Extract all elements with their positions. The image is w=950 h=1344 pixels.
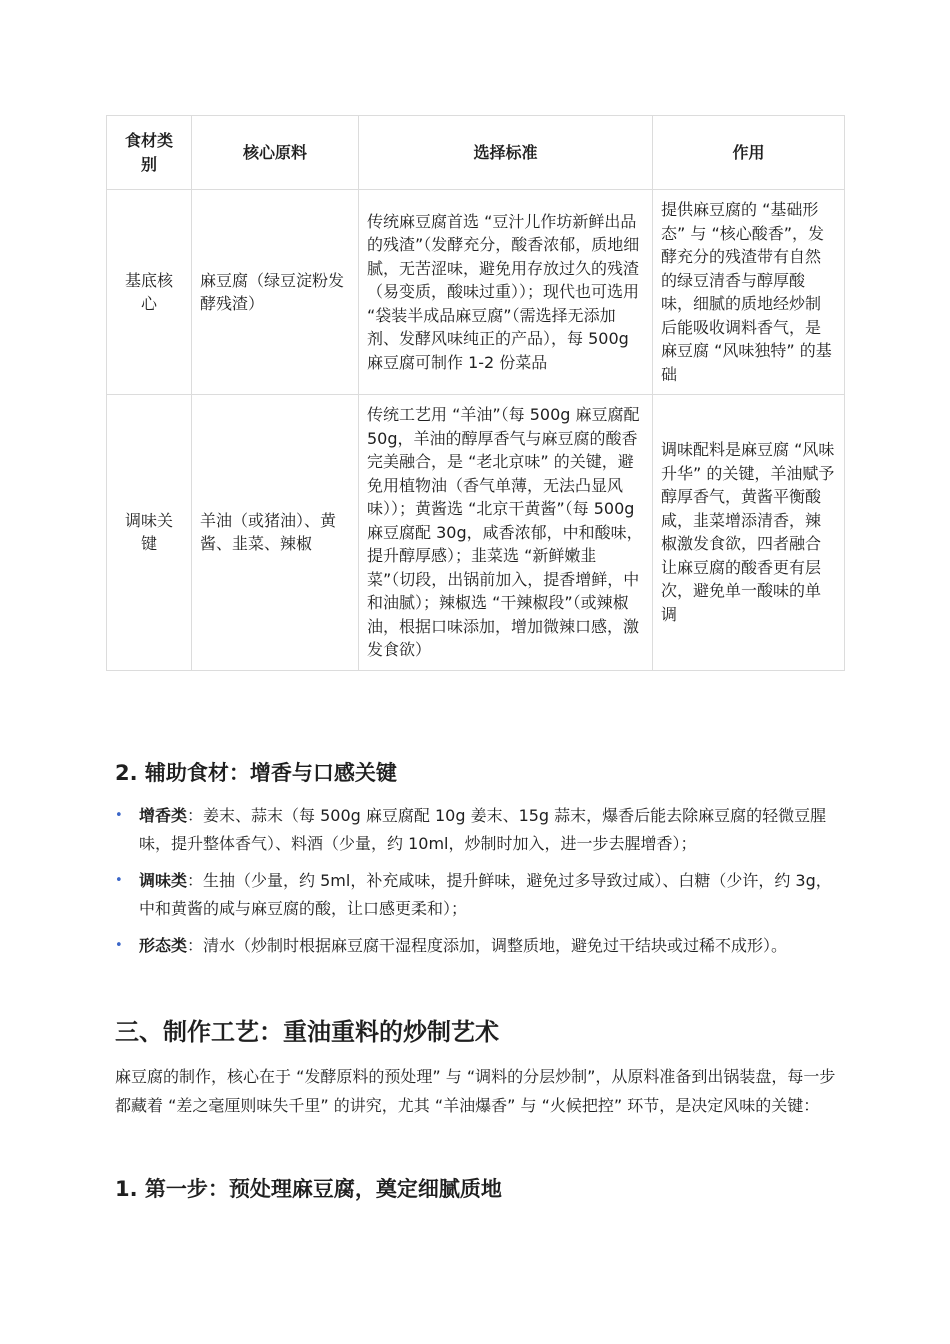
item-text: ：姜末、蒜末（每 500g 麻豆腐配 10g 姜末、15g 蒜末，爆香后能去除麻豆腐的轻微豆腥味，提升整体香气）、料酒（少量，约 10ml，炒制时加入，进一步去腥增香）； (139, 806, 827, 853)
item-text: ：清水（炒制时根据麻豆腐干湿程度添加，调整质地，避免过干结块或过稀不成形）。 (187, 936, 788, 955)
section-heading-auxiliary: 2. 辅助食材：增香与口感关键 (115, 761, 397, 785)
bullet-icon: • (115, 808, 123, 823)
item-label: 增香类 (139, 806, 188, 825)
header-category: 食材类别 (107, 116, 192, 190)
header-effect: 作用 (653, 116, 845, 190)
list-item (115, 802, 835, 858)
cell-category: 基底核心 (107, 190, 192, 395)
ingredients-table (106, 115, 845, 671)
chapter-heading-process: 三、制作工艺：重油重料的炒制艺术 (115, 1018, 499, 1046)
list-item (115, 867, 835, 923)
bullet-icon: • (115, 938, 123, 953)
cell-standard: 传统工艺用 “羊油”（每 500g 麻豆腐配 50g，羊油的醇厚香气与麻豆腐的酸香完美融合，是 “老北京味” 的关键，避免用植物油（香气单薄，无法凸显风味））；黄酱选 “北京干黄酱”（每 500g 麻豆腐配 30g，咸香浓郁，中和酸味，提升醇厚感）；韭菜选 “新鲜嫩韭菜”（切段，出锅前加入，提香增鲜，中和油腻）；辣椒选 “干辣椒段”（或辣椒油，根据口味添加，增加微辣口感，激发食欲） (359, 395, 653, 671)
item-text: ：生抽（少量，约 5ml，补充咸味，提升鲜味，避免过多导致过咸）、白糖（少许，约 3g，中和黄酱的咸与麻豆腐的酸，让口感更柔和）； (139, 871, 832, 918)
header-material: 核心原料 (192, 116, 359, 190)
item-label: 调味类 (139, 871, 188, 890)
bullet-icon: • (115, 873, 123, 888)
step-heading-preprocess: 1. 第一步：预处理麻豆腐，奠定细腻质地 (115, 1177, 502, 1201)
cell-category: 调味关键 (107, 395, 192, 671)
cell-standard: 传统麻豆腐首选 “豆汁儿作坊新鲜出品的残渣”（发酵充分，酸香浓郁，质地细腻，无苦涩味，避免用存放过久的残渣（易变质，酸味过重））；现代也可选用 “袋装半成品麻豆腐”（需选择无添加剂、发酵风味纯正的产品），每 500g 麻豆腐可制作 1-2 份菜品 (359, 190, 653, 395)
table-header-row (107, 116, 845, 190)
cell-material: 羊油（或猪油）、黄酱、韭菜、辣椒 (192, 395, 359, 671)
table-row (107, 190, 845, 395)
list-item (115, 932, 835, 960)
chapter-intro-paragraph: 麻豆腐的制作，核心在于 “发酵原料的预处理” 与 “调料的分层炒制”，从原料准备到出锅装盘，每一步都藏着 “差之毫厘则味失千里” 的讲究，尤其 “羊油爆香” 与 “火候把控” 环节，是决定风味的关键： (115, 1067, 836, 1115)
cell-effect: 提供麻豆腐的 “基础形态” 与 “核心酸香”，发酵充分的残渣带有自然的绿豆清香与醇厚酸味，细腻的质地经炒制后能吸收调料香气，是麻豆腐 “风味独特” 的基础 (653, 190, 845, 395)
table-row (107, 395, 845, 671)
auxiliary-ingredients-list (115, 802, 835, 969)
cell-material: 麻豆腐（绿豆淀粉发酵残渣） (192, 190, 359, 395)
cell-effect: 调味配料是麻豆腐 “风味升华” 的关键，羊油赋予醇厚香气，黄酱平衡酸咸，韭菜增添清香，辣椒激发食欲，四者融合让麻豆腐的酸香更有层次，避免单一酸味的单调 (653, 395, 845, 671)
item-label: 形态类 (139, 936, 188, 955)
header-standard: 选择标准 (359, 116, 653, 190)
